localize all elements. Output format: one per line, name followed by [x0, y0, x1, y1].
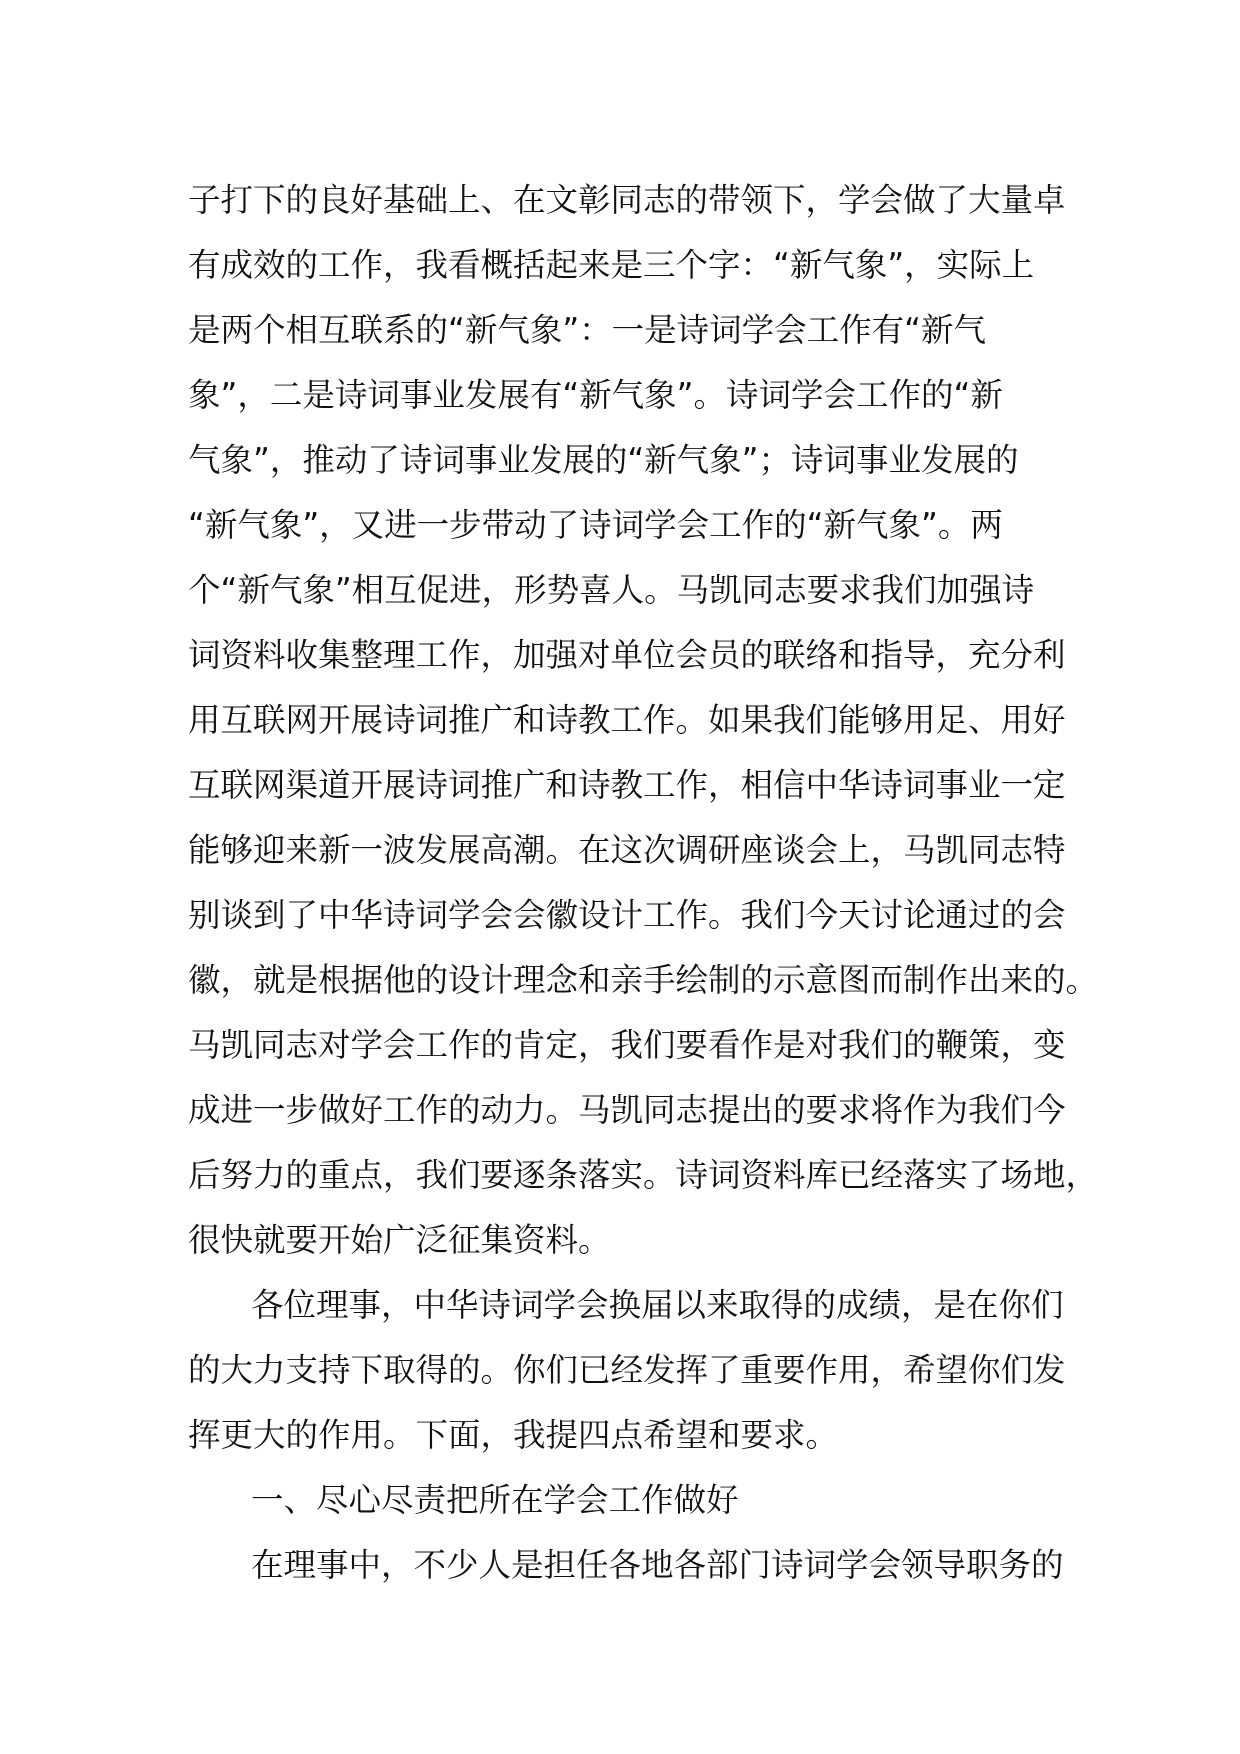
- text-line: 别谈到了中华诗词学会会徽设计工作。我们今天讨论通过的会: [188, 896, 1066, 934]
- text-line: 是两个相互联系的“新气象”：一是诗词学会工作有“新气: [188, 311, 987, 349]
- text-line: 后努力的重点，我们要逐条落实。诗词资料库已经落实了场地，: [188, 1156, 1099, 1194]
- text-line: 的大力支持下取得的。你们已经发挥了重要作用，希望你们发: [188, 1351, 1066, 1389]
- text-line: 能够迎来新一波发展高潮。在这次调研座谈会上，马凯同志特: [188, 831, 1066, 869]
- text-line: 成进一步做好工作的动力。马凯同志提出的要求将作为我们今: [188, 1091, 1066, 1129]
- text-line: 徽，就是根据他的设计理念和亲手绘制的示意图而制作出来的。: [188, 961, 1099, 999]
- text-line: 互联网渠道开展诗词推广和诗教工作，相信中华诗词事业一定: [188, 766, 1066, 804]
- section-heading: 一、尽心尽责把所在学会工作做好: [251, 1481, 739, 1519]
- text-line: 用互联网开展诗词推广和诗教工作。如果我们能够用足、用好: [188, 701, 1066, 739]
- paragraph-start-line: 在理事中，不少人是担任各地各部门诗词学会领导职务的: [251, 1546, 1064, 1584]
- text-line: 马凯同志对学会工作的肯定，我们要看作是对我们的鞭策，变: [188, 1026, 1066, 1064]
- text-line: 挥更大的作用。下面，我提四点希望和要求。: [188, 1416, 839, 1454]
- text-line: 个“新气象”相互促进，形势喜人。马凯同志要求我们加强诗: [188, 571, 1035, 609]
- text-line: 有成效的工作，我看概括起来是三个字：“新气象”，实际上: [188, 246, 1035, 284]
- text-line: 很快就要开始广泛征集资料。: [188, 1221, 611, 1259]
- paragraph-start-line: 各位理事，中华诗词学会换届以来取得的成绩，是在你们: [251, 1286, 1064, 1324]
- text-line: 子打下的良好基础上、在文彰同志的带领下，学会做了大量卓: [188, 181, 1066, 219]
- text-line: 象”，二是诗词事业发展有“新气象”。诗词学会工作的“新: [188, 376, 1003, 414]
- text-line: 词资料收集整理工作，加强对单位会员的联络和指导，充分利: [188, 636, 1066, 674]
- text-line: “新气象”，又进一步带动了诗词学会工作的“新气象”。两: [188, 506, 1003, 544]
- body-text: [188, 168, 1099, 1598]
- text-line: 气象”，推动了诗词事业发展的“新气象”；诗词事业发展的: [188, 441, 1019, 479]
